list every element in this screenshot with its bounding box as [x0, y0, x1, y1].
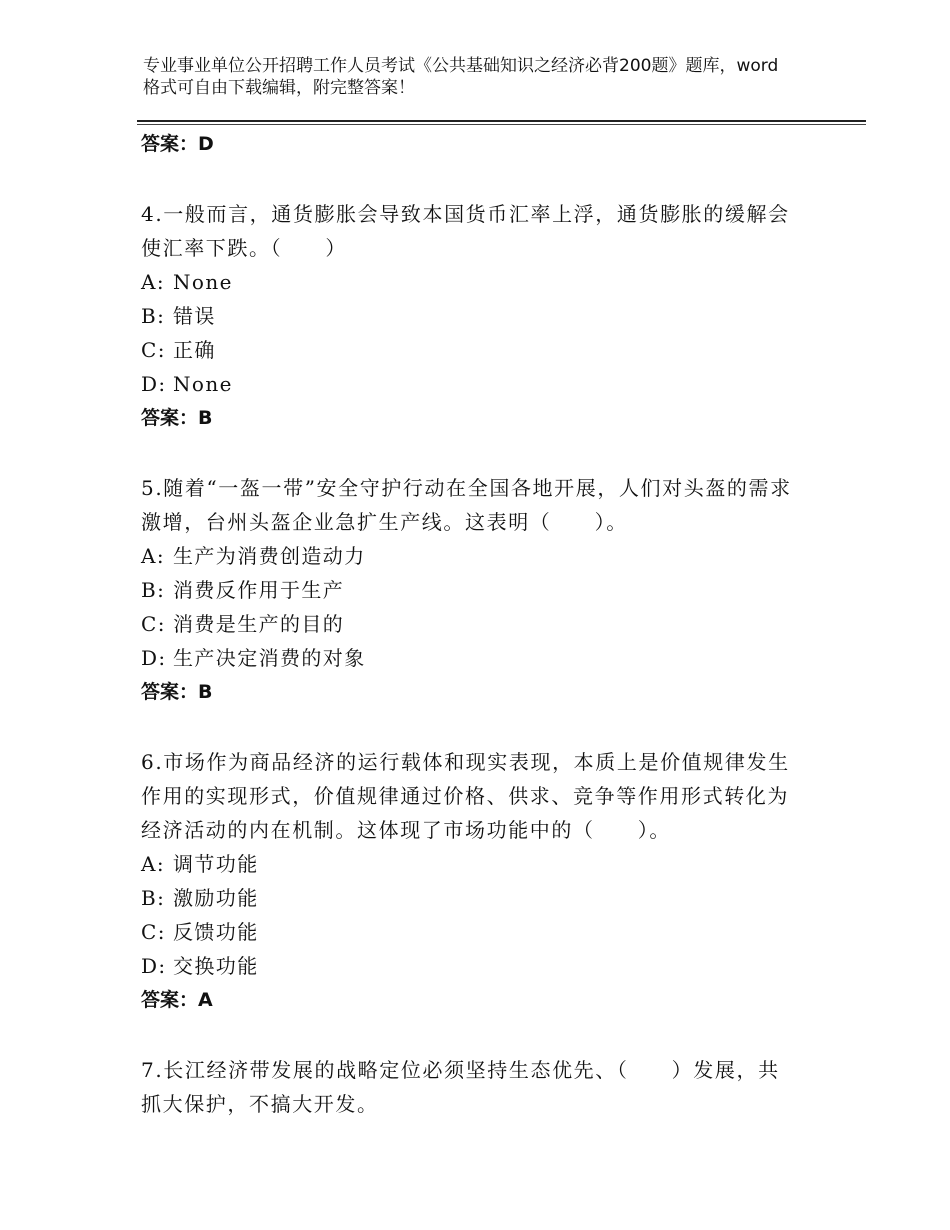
option-key: C:: [141, 612, 166, 636]
option-key: B:: [141, 886, 166, 910]
option-b: [141, 573, 801, 607]
option-a: [141, 539, 801, 573]
option-key: C:: [141, 920, 166, 944]
option-key: B:: [141, 304, 166, 328]
header-divider-thick: [137, 120, 866, 122]
question-stem: 4.一般而言，通货膨胀会导致本国货币汇率上浮，通货膨胀的缓解会使汇率下跌。（ ）: [141, 202, 790, 260]
option-key: D:: [141, 646, 167, 670]
option-key: D:: [141, 954, 167, 978]
option-key: A:: [141, 544, 165, 568]
option-key: A:: [141, 270, 165, 294]
option-c: [141, 333, 801, 367]
option-text: None: [173, 372, 233, 396]
answer-label: 答案：D: [141, 133, 214, 155]
question-4: [141, 197, 801, 435]
option-b: [141, 881, 801, 915]
question-list: [141, 127, 801, 1121]
option-text: None: [173, 270, 233, 294]
option-text: 激励功能: [173, 886, 259, 910]
option-b: [141, 299, 801, 333]
option-key: D:: [141, 372, 167, 396]
option-text: 消费是生产的目的: [173, 612, 345, 636]
answer-label: 答案：A: [141, 989, 213, 1011]
option-text: 生产为消费创造动力: [173, 544, 366, 568]
option-c: [141, 915, 801, 949]
option-a: [141, 265, 801, 299]
option-key: A:: [141, 852, 165, 876]
option-text: 交换功能: [173, 954, 259, 978]
option-a: [141, 847, 801, 881]
header-divider-thin: [137, 124, 866, 125]
option-d: [141, 367, 801, 401]
option-text: 错误: [173, 304, 216, 328]
header-divider: [137, 120, 866, 126]
question-7: [141, 1053, 801, 1121]
header-title: 专业事业单位公开招聘工作人员考试《公共基础知识之经济必背200题》题库，word格式可自由下载编辑，附完整答案！: [143, 56, 779, 98]
option-text: 生产决定消费的对象: [173, 646, 366, 670]
question-stem: 7.长江经济带发展的战略定位必须坚持生态优先、（ ）发展，共抓大保护，不搞大开发。: [141, 1058, 780, 1116]
question-stem: 5.随着“一盔一带”安全守护行动在全国各地开展，人们对头盔的需求激增，台州头盔企业急扩生产线。这表明（ ）。: [141, 476, 792, 534]
option-text: 调节功能: [173, 852, 259, 876]
option-c: [141, 607, 801, 641]
answer-label: 答案：B: [141, 681, 213, 703]
question-5: [141, 471, 801, 709]
answer-label: 答案：B: [141, 407, 213, 429]
document-header: [143, 55, 783, 99]
option-text: 消费反作用于生产: [173, 578, 345, 602]
option-text: 反馈功能: [173, 920, 259, 944]
option-d: [141, 949, 801, 983]
question-stem: 6.市场作为商品经济的运行载体和现实表现，本质上是价值规律发生作用的实现形式，价值规律通过价格、供求、竞争等作用形式转化为经济活动的内在机制。这体现了市场功能中的（ ）。: [141, 750, 790, 842]
option-key: B:: [141, 578, 166, 602]
question-6: [141, 745, 801, 1017]
option-text: 正确: [173, 338, 216, 362]
option-key: C:: [141, 338, 166, 362]
option-d: [141, 641, 801, 675]
